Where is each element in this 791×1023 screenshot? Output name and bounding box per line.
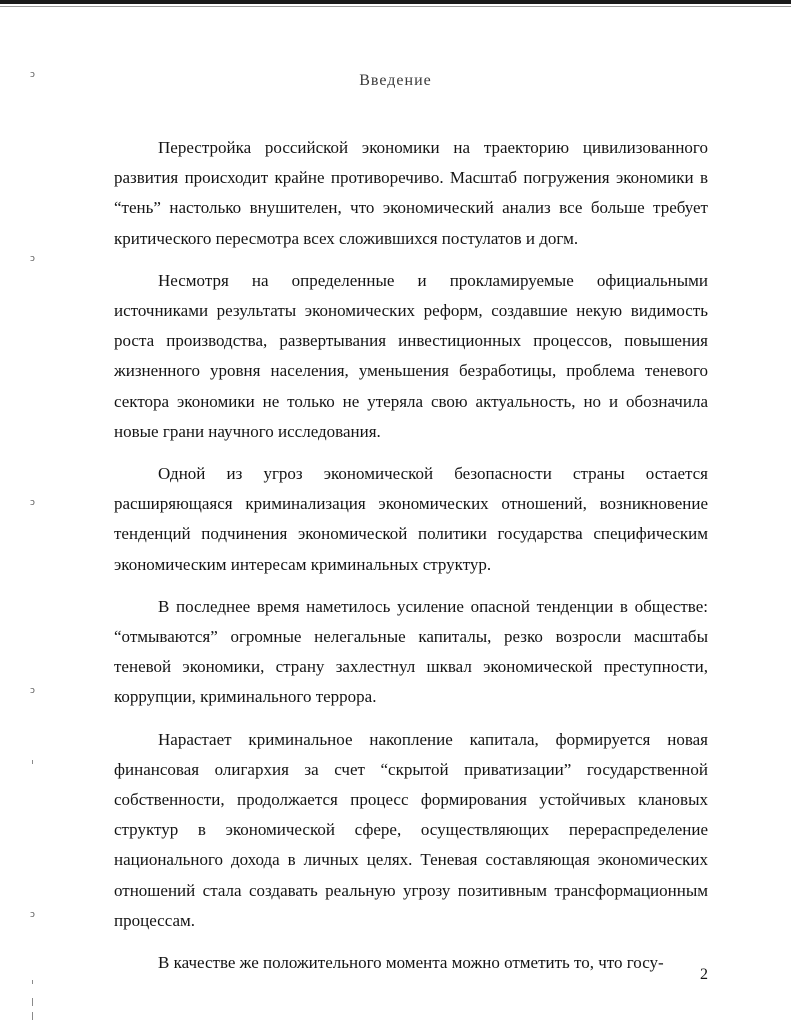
section-heading: Введение	[359, 72, 432, 89]
top-border-line	[0, 0, 791, 4]
scan-edge-mark	[32, 980, 33, 984]
paragraph: Несмотря на определенные и прокламируемые официальными источниками результаты экономических реформ, создавшие некую видимость роста производства, развертывания инвестиционных процессов, повышения жизненного уровня населения, уменьшения безработицы, проблема теневого сектора экономики не только не утеряла свою актуальность, но и обозначила новые грани научного исследования.	[114, 270, 708, 441]
paragraph: Перестройка российской экономики на траекторию цивилизованного развития происходит крайне противоречиво. Масштаб погружения экономики в “тень” настолько внушителен, что экономический анализ все больше требует критического пересмотра всех сложившихся постулатов и догм.	[114, 138, 708, 248]
page-number: 2	[700, 966, 708, 983]
paragraph: Нарастает криминальное накопление капитала, формируется новая финансовая олигархия за счет “скрытой приватизации” государственной собственности, продолжается процесс формирования устойчивых клановых структур в экономической сфере, осуществляющих перераспределение национального дохода в личных целях. Теневая составляющая экономических отношений стала создавать реальную угрозу позитивным трансформационным процессам.	[114, 729, 708, 930]
paragraph: Одной из угроз экономической безопасности страны остается расширяющаяся криминализация экономических отношений, возникновение тенденций подчинения экономической политики государства специфическим экономическим интересам криминальных структур.	[114, 464, 708, 574]
scan-edge-mark	[32, 1012, 33, 1020]
scan-hole-mark: ↄ	[30, 498, 35, 508]
document-body	[114, 133, 708, 990]
scan-hole-mark: ↄ	[30, 686, 35, 696]
scan-hole-mark: ↄ	[30, 910, 35, 920]
scan-edge-mark	[32, 760, 33, 764]
scan-edge-mark	[32, 998, 33, 1006]
scan-hole-mark: ↄ	[30, 70, 35, 80]
paragraph: В последнее время наметилось усиление опасной тенденции в обществе: “отмываются” огромные нелегальные капиталы, резко возросли масштабы теневой экономики, страну захлестнул шквал экономической преступности, коррупции, криминального террора.	[114, 596, 708, 707]
scan-hole-mark: ↄ	[30, 254, 35, 264]
top-border-thin-line	[0, 6, 791, 7]
paragraph: В качестве же положительного момента можно отметить то, что госу-	[158, 953, 664, 973]
